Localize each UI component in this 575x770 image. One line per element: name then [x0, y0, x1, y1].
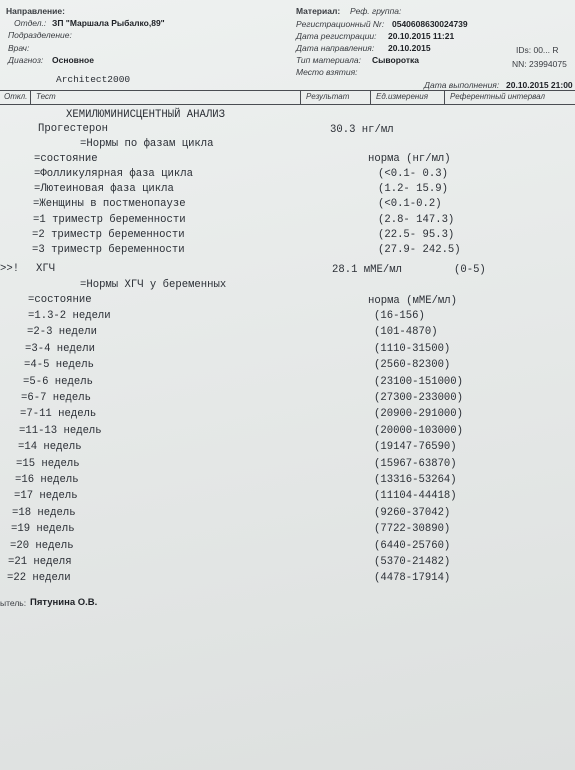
performer-label: ытель: — [0, 598, 27, 608]
table-row-ref: (5370-21482) — [374, 556, 451, 568]
reg-no-label: Регистрационный Nr: — [296, 19, 385, 29]
progesterone-result: 30.3 нг/мл — [330, 124, 394, 136]
table-row-label: =3 триместр беременности — [32, 244, 185, 256]
table-row-label: =3-4 недели — [25, 342, 95, 355]
reg-date-label: Дата регистрации: — [296, 31, 377, 41]
table-row-ref: (27.9- 242.5) — [378, 244, 461, 256]
hcg-range: (0-5) — [454, 264, 486, 276]
table-row-ref: (11104-44418) — [374, 490, 457, 503]
direction-date-label: Дата направления: — [296, 43, 375, 53]
table-row-ref: (9260-37042) — [374, 506, 451, 519]
table-row-label: =18 недель — [12, 506, 76, 519]
table-row-label: =17 недель — [14, 490, 78, 503]
table-row-ref: (22.5- 95.3) — [378, 228, 455, 241]
table-row-ref: (20900-291000) — [374, 408, 464, 421]
table-row-label: =7-11 недель — [20, 408, 97, 421]
table-row-ref: (<0.1-0.2) — [378, 198, 442, 211]
direction-label: Направление: — [6, 6, 65, 16]
section-title: ХЕМИЛЮМИНИСЦЕНТНЫЙ АНАЛИЗ — [66, 109, 225, 121]
direction-date-value: 20.10.2015 — [388, 43, 431, 53]
progesterone-name: Прогестерон — [38, 123, 108, 135]
table-row-ref: (6440-25760) — [374, 539, 451, 552]
table-row-label: =14 недель — [18, 441, 82, 454]
col-ref: Референтный интервал — [450, 92, 546, 101]
hcg-flag: >>! — [0, 263, 20, 275]
reg-date-value: 20.10.2015 11:21 — [388, 31, 455, 41]
table-row-label: =19 недель — [11, 523, 75, 536]
table-row-label: =11-13 недель — [19, 424, 102, 437]
hcg-state-label: =состояние — [28, 294, 92, 306]
table-row-ref: (101-4870) — [374, 326, 438, 339]
table-row-label: =Фолликулярная фаза цикла — [34, 168, 193, 180]
nn-value: NN: 23994075 — [512, 59, 567, 69]
table-row-label: =20 недель — [10, 539, 74, 552]
table-row-label: =Лютеиновая фаза цикла — [34, 183, 174, 196]
table-row-label: =5-6 недель — [23, 375, 93, 388]
system-name: Architect2000 — [56, 74, 131, 85]
progesterone-norm-header: норма (нг/мл) — [368, 153, 451, 165]
reg-no-value: 0540608630024739 — [392, 19, 468, 29]
table-row-label: =15 недель — [16, 457, 80, 470]
table-row-ref: (7722-30890) — [374, 523, 451, 536]
table-row-ref: (1.2- 15.9) — [378, 183, 448, 196]
table-row-label: =21 неделя — [8, 556, 72, 568]
table-row-label: =4-5 недель — [24, 359, 94, 372]
column-header-bar — [0, 90, 575, 105]
col-unit: Ед.измерения — [376, 92, 429, 101]
table-row-label: =2-3 недели — [27, 326, 97, 339]
performer-value: Пятунина О.В. — [30, 597, 98, 608]
table-row-ref: (27300-233000) — [374, 392, 464, 404]
col-divider — [444, 91, 445, 104]
hcg-result: 28.1 мМЕ/мл — [332, 264, 402, 276]
table-row-label: =1 триместр беременности — [33, 213, 186, 226]
col-otkl: Откл. — [4, 92, 28, 101]
table-row-label: =16 недель — [15, 474, 79, 486]
ref-group-label: Реф. группа: — [350, 6, 402, 16]
material-type-label: Тип материала: — [296, 55, 362, 65]
table-row-ref: (13316-53264) — [374, 474, 457, 486]
diagnosis-label: Диагноз: — [8, 55, 44, 65]
table-row-label: =22 недели — [7, 572, 71, 585]
col-test: Тест — [36, 92, 56, 101]
doctor-label: Врач: — [8, 43, 30, 53]
diagnosis-value: Основное — [52, 55, 94, 65]
table-row-ref: (15967-63870) — [374, 457, 457, 470]
hcg-norm-header: норма (мМЕ/мл) — [368, 295, 458, 307]
col-divider — [30, 91, 31, 104]
table-row-ref: (2.8- 147.3) — [378, 213, 455, 226]
hcg-norms-title: =Нормы ХГЧ у беременных — [80, 279, 227, 291]
exec-date-value: 20.10.2015 21:00 — [506, 80, 573, 90]
table-row-ref: (23100-151000) — [374, 375, 464, 388]
hcg-name: ХГЧ — [36, 263, 56, 275]
table-row-label: =2 триместр беременности — [32, 228, 185, 241]
table-row-ref: (4478-17914) — [374, 572, 451, 585]
progesterone-state-label: =состояние — [34, 153, 98, 165]
exec-date-label: Дата выполнения: — [424, 80, 500, 90]
table-row-ref: (<0.1- 0.3) — [378, 168, 448, 180]
ids-value: IDs: 00... R — [516, 45, 559, 55]
subdivision-label: Подразделение: — [8, 30, 72, 40]
progesterone-norms-title: =Нормы по фазам цикла — [80, 138, 214, 150]
material-label: Материал: — [296, 6, 341, 16]
table-row-label: =6-7 недель — [21, 392, 91, 404]
department-label: Отдел.: — [14, 18, 47, 28]
department-value: ЗП "Маршала Рыбалко,89" — [52, 18, 165, 28]
table-row-label: =1.3-2 недели — [28, 310, 111, 322]
material-type-value: Сыворотка — [372, 55, 420, 65]
col-divider — [300, 91, 301, 104]
table-row-ref: (20000-103000) — [374, 424, 464, 437]
table-row-ref: (1110-31500) — [374, 342, 451, 355]
table-row-label: =Женщины в постменопаузе — [33, 198, 186, 211]
col-result: Результат — [306, 92, 350, 101]
collection-place-label: Место взятия: — [296, 67, 358, 77]
table-row-ref: (16-156) — [374, 310, 425, 322]
col-divider — [370, 91, 371, 104]
table-row-ref: (2560-82300) — [374, 359, 451, 372]
table-row-ref: (19147-76590) — [374, 441, 457, 454]
